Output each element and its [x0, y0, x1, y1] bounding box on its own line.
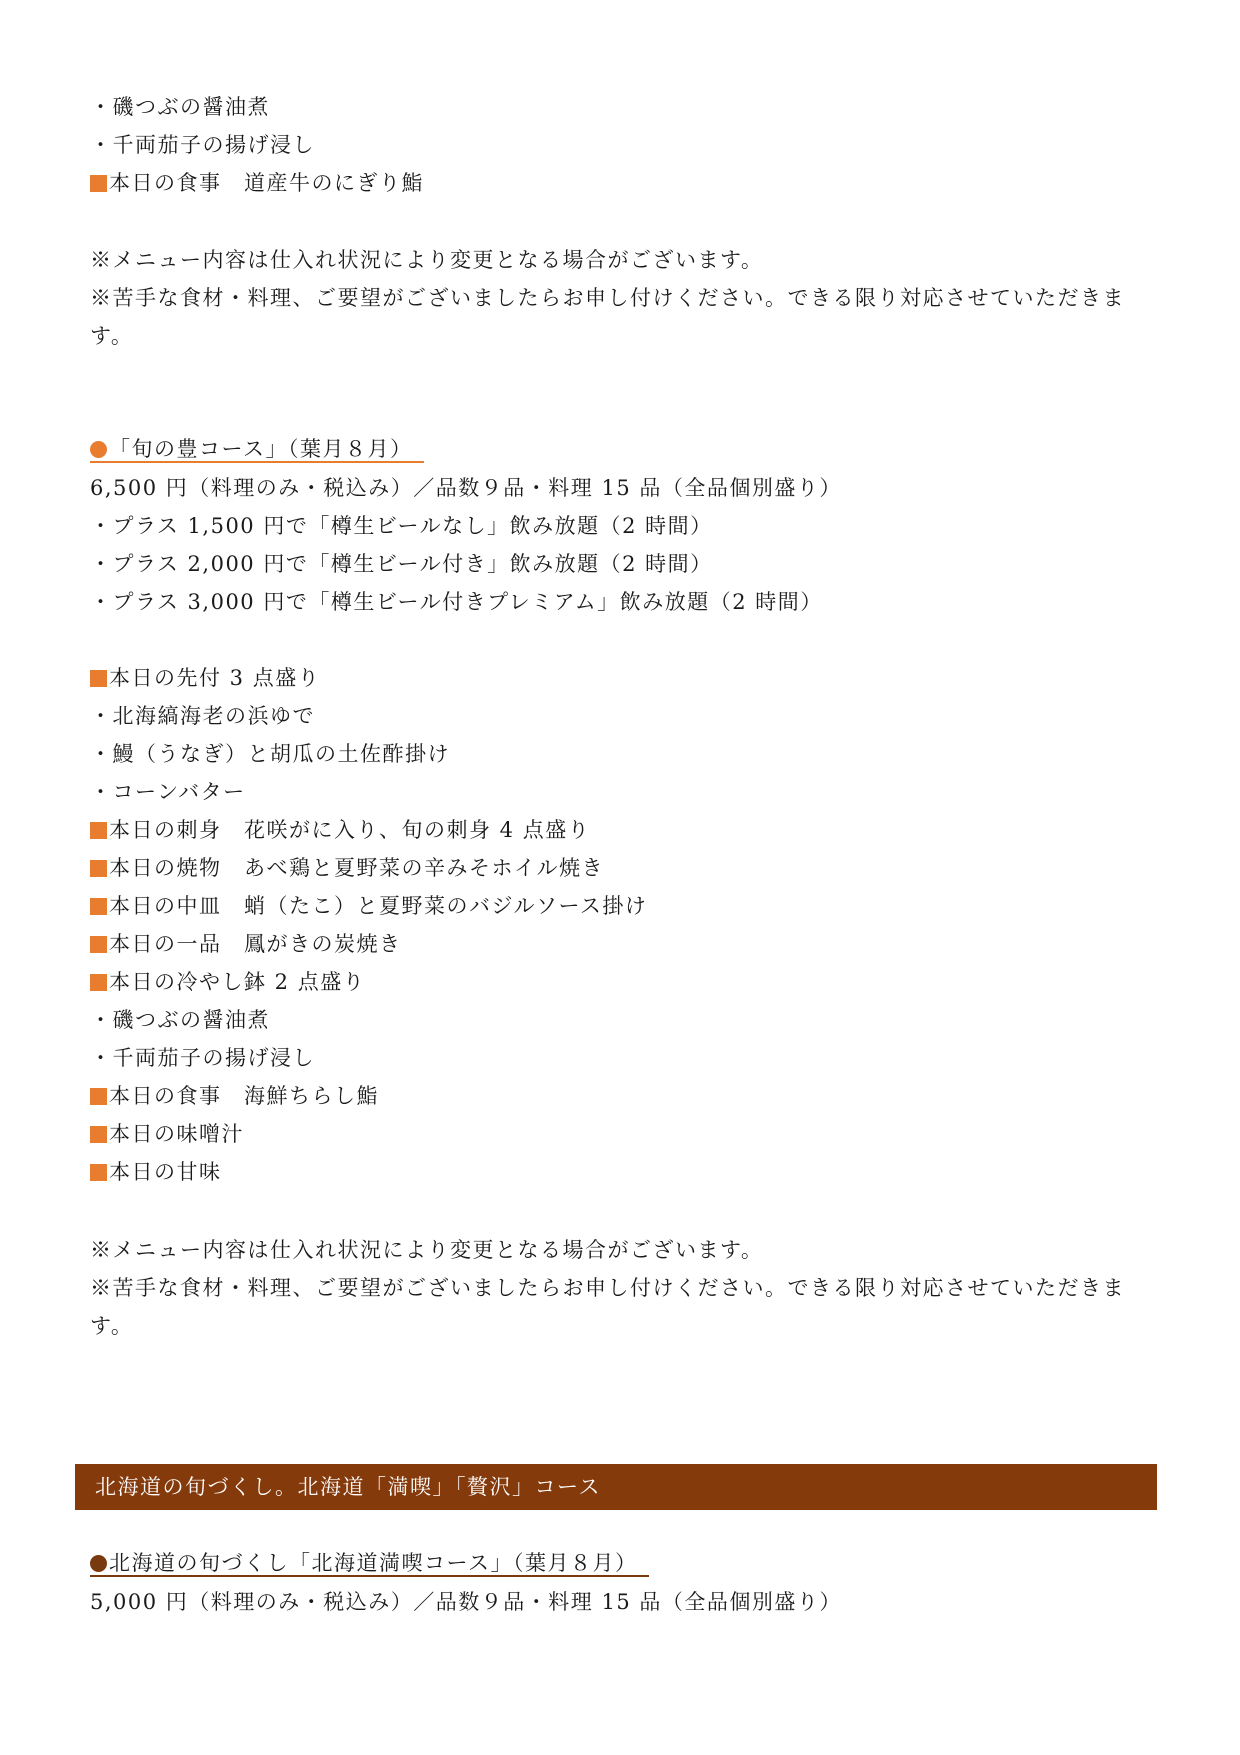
shun-note-1: ※メニュー内容は仕入れ状況により変更となる場合がございます。 — [90, 1238, 764, 1262]
course-shun-heading — [90, 436, 424, 465]
menu-category: 本日の中皿 蛸（たこ）と夏野菜のバジルソース掛け — [90, 893, 647, 919]
top-item-1: ・磯つぶの醤油煮 — [90, 95, 270, 119]
brown-circle-icon — [90, 1555, 107, 1572]
menu-category: 本日の一品 鳳がきの炭焼き — [90, 931, 402, 957]
menu-item: ・千両茄子の揚げ浸し — [90, 1046, 315, 1070]
orange-square-icon — [90, 175, 107, 192]
top-note-1: ※メニュー内容は仕入れ状況により変更となる場合がございます。 — [90, 248, 764, 272]
orange-circle-icon — [90, 441, 107, 458]
menu-item: ・磯つぶの醤油煮 — [90, 1008, 270, 1032]
drink-plan-1: ・プラス 1,500 円で「樽生ビールなし」飲み放題（2 時間） — [90, 514, 713, 538]
section-banner: 北海道の旬づくし。北海道「満喫」「贅沢」コース — [75, 1464, 1157, 1510]
menu-category: 本日の味噌汁 — [90, 1121, 244, 1147]
orange-square-icon — [90, 1164, 107, 1181]
course-shun-price: 6,500 円（料理のみ・税込み）／品数９品・料理 15 品（全品個別盛り） — [90, 476, 842, 500]
top-meal: 本日の食事 道産牛のにぎり鮨 — [90, 170, 424, 196]
orange-square-icon — [90, 1088, 107, 1105]
orange-square-icon — [90, 898, 107, 915]
menu-category: 本日の食事 海鮮ちらし鮨 — [90, 1083, 379, 1109]
menu-item: ・コーンバター — [90, 780, 246, 804]
orange-square-icon — [90, 974, 107, 991]
course-shun-title: 「旬の豊コース」（葉月８月） — [90, 437, 424, 463]
course-hokkaido-title: 北海道の旬づくし「北海道満喫コース」（葉月８月） — [90, 1551, 649, 1577]
shun-note-2: ※苦手な食材・料理、ご要望がございましたらお申し付けください。できる限り対応させていただきま — [90, 1276, 1125, 1300]
drink-plan-3: ・プラス 3,000 円で「樽生ビール付きプレミアム」飲み放題（2 時間） — [90, 590, 823, 614]
menu-category: 本日の刺身 花咲がに入り、旬の刺身 4 点盛り — [90, 817, 590, 843]
orange-square-icon — [90, 670, 107, 687]
orange-square-icon — [90, 822, 107, 839]
top-item-2: ・千両茄子の揚げ浸し — [90, 133, 315, 157]
top-note-2: ※苦手な食材・料理、ご要望がございましたらお申し付けください。できる限り対応させていただきま — [90, 286, 1125, 310]
menu-category: 本日の冷やし鉢 2 点盛り — [90, 969, 365, 995]
menu-item: ・鰻（うなぎ）と胡瓜の土佐酢掛け — [90, 742, 450, 766]
menu-category: 本日の甘味 — [90, 1159, 222, 1185]
shun-note-2-cont: す。 — [90, 1314, 134, 1338]
menu-item: ・北海縞海老の浜ゆで — [90, 704, 315, 728]
orange-square-icon — [90, 936, 107, 953]
menu-category: 本日の先付 3 点盛り — [90, 665, 320, 691]
top-note-2-cont: す。 — [90, 324, 134, 348]
course-hokkaido-heading — [90, 1550, 649, 1579]
orange-square-icon — [90, 1126, 107, 1143]
drink-plan-2: ・プラス 2,000 円で「樽生ビール付き」飲み放題（2 時間） — [90, 552, 713, 576]
orange-square-icon — [90, 860, 107, 877]
menu-category: 本日の焼物 あべ鶏と夏野菜の辛みそホイル焼き — [90, 855, 604, 881]
course-hokkaido-price: 5,000 円（料理のみ・税込み）／品数９品・料理 15 品（全品個別盛り） — [90, 1590, 842, 1614]
